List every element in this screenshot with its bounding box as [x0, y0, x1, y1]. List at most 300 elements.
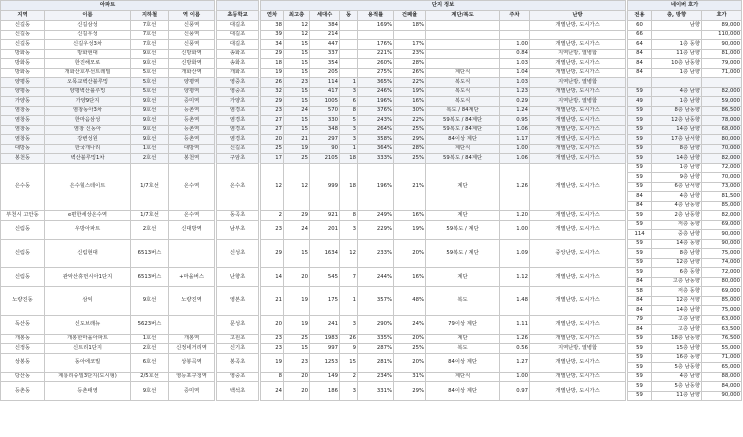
cell-age: 18 — [261, 59, 284, 69]
cell-far: 290% — [358, 315, 394, 334]
cell-parking: 1.04 — [500, 68, 530, 78]
table-row — [1, 116, 742, 126]
cell-far: 331% — [358, 382, 394, 401]
cell-station — [169, 315, 215, 334]
cell-buildings: 26 — [340, 334, 358, 344]
cell-floor-direction: 저층 동향 — [652, 220, 702, 230]
cell-households: 205 — [310, 68, 340, 78]
cell-floor-direction: 4층 남향 — [652, 87, 702, 97]
cell-heating: 개별난방, 도시가스 — [530, 59, 626, 69]
header-subway: 지하철 — [131, 11, 169, 21]
cell-school: 영본초 — [217, 287, 259, 316]
cell-bcr: 16% — [394, 211, 426, 221]
cell-area: 59 — [628, 116, 652, 126]
cell-bcr: 29% — [394, 135, 426, 145]
cell-subway: 9호선 — [131, 125, 169, 135]
cell-far: 281% — [358, 353, 394, 372]
cell-bcr: 16% — [394, 97, 426, 107]
cell-buildings: 3 — [340, 135, 358, 145]
cell-stair-hall: 복도식 — [426, 78, 500, 88]
cell-households: 214 — [310, 30, 340, 40]
cell-floor-direction: 18층 남동향 — [652, 334, 702, 344]
cell-region: 양평동 — [1, 78, 45, 88]
cell-price: 78,000 — [702, 116, 742, 126]
cell-station: 영등포구청역 — [169, 372, 215, 382]
cell-max-floor: 23 — [284, 353, 310, 372]
cell-heating: 개별난방, 도시가스 — [530, 40, 626, 50]
cell-buildings: 18 — [340, 154, 358, 164]
cell-floor-direction: 4층 남동향 — [652, 201, 702, 211]
cell-station: 온수역 — [169, 163, 215, 211]
cell-age: 26 — [261, 78, 284, 88]
cell-school: 남부초 — [217, 220, 259, 239]
cell-price: 70,000 — [702, 173, 742, 183]
cell-buildings: 18 — [340, 163, 358, 211]
table-row — [1, 334, 742, 344]
cell-heating: 개별난방, 도시가스 — [530, 268, 626, 287]
cell-age: 12 — [261, 163, 284, 211]
cell-households: 921 — [310, 211, 340, 221]
cell-name: 신도브래뉴 — [45, 315, 131, 334]
cell-name: 은수힐스테이트 — [45, 163, 131, 211]
cell-station: 상봉곡역 — [169, 353, 215, 372]
cell-bcr: 30% — [394, 106, 426, 116]
cell-price — [702, 78, 742, 88]
cell-floor-direction: 14층 동향 — [652, 239, 702, 249]
cell-bcr: 25% — [394, 125, 426, 135]
cell-school: 염경초 — [217, 135, 259, 145]
cell-name: 계룡리슈빌3단지(도시형) — [45, 372, 131, 382]
cell-parking: 1.06 — [500, 154, 530, 164]
cell-subway: 5호선 — [131, 78, 169, 88]
cell-name: 관악산휴먼시아1단지 — [45, 268, 131, 287]
cell-max-floor: 15 — [284, 97, 310, 107]
cell-name: 개봉한마을아파트 — [45, 334, 131, 344]
cell-heating: 개별난방, 도시가스 — [530, 87, 626, 97]
cell-floor-direction: 1층 남향 — [652, 97, 702, 107]
cell-price: 63,000 — [702, 315, 742, 325]
cell-heating: 지역난방, 열병합 — [530, 49, 626, 59]
cell-subway: 5호선 — [131, 87, 169, 97]
cell-area: 66 — [628, 30, 652, 40]
cell-floor-direction — [652, 30, 702, 40]
group-commute-empty — [217, 1, 259, 11]
cell-far: 243% — [358, 116, 394, 126]
cell-subway: 1/7호선 — [131, 211, 169, 221]
cell-households: 570 — [310, 106, 340, 116]
cell-subway: 9호선 — [131, 59, 169, 69]
cell-far: 249% — [358, 211, 394, 221]
cell-area: 59 — [628, 87, 652, 97]
cell-floor-direction: 5층 남동향 — [652, 363, 702, 373]
table-row — [1, 344, 742, 354]
cell-parking — [500, 30, 530, 40]
cell-subway: 2호선 — [131, 220, 169, 239]
cell-households: 354 — [310, 59, 340, 69]
cell-parking: 1.06 — [500, 125, 530, 135]
cell-parking: 1.03 — [500, 78, 530, 88]
cell-buildings: 1 — [340, 287, 358, 316]
cell-max-floor: 24 — [284, 220, 310, 239]
cell-parking: 1.09 — [500, 239, 530, 268]
table-row — [1, 30, 742, 40]
header-households: 세대수 — [310, 11, 340, 21]
table-row — [1, 49, 742, 59]
cell-bcr: 23% — [394, 49, 426, 59]
cell-far: 275% — [358, 68, 394, 78]
cell-stair-hall: 59복도 / 84계단 — [426, 125, 500, 135]
cell-stair-hall: 계단 — [426, 163, 500, 211]
cell-age: 23 — [261, 334, 284, 344]
cell-subway: 6513버스 — [131, 268, 169, 287]
cell-parking: 1.26 — [500, 334, 530, 344]
cell-bcr: 22% — [394, 78, 426, 88]
cell-far: 176% — [358, 40, 394, 50]
cell-stair-hall: 79이상 계단 — [426, 315, 500, 334]
table-row — [1, 87, 742, 97]
cell-age: 19 — [261, 68, 284, 78]
table-row — [1, 353, 742, 363]
cell-floor-direction: 11층 남향 — [652, 391, 702, 401]
cell-station: 개봉역 — [169, 334, 215, 344]
cell-subway: 7호선 — [131, 21, 169, 31]
cell-school: 온수초 — [217, 163, 259, 211]
cell-name: 삼익 — [45, 287, 131, 316]
cell-bcr: 28% — [394, 59, 426, 69]
table-row — [1, 106, 742, 116]
cell-area: 59 — [628, 391, 652, 401]
table-row — [1, 163, 742, 173]
cell-price: 90,000 — [702, 391, 742, 401]
table-row — [1, 40, 742, 50]
cell-stair-hall: 복도식 — [426, 97, 500, 107]
cell-max-floor: 15 — [284, 59, 310, 69]
cell-heating: 개별난방, 도시가스 — [530, 21, 626, 31]
cell-subway: 1/7호선 — [131, 163, 169, 211]
cell-bcr: 25% — [394, 344, 426, 354]
cell-region: 방화동 — [1, 49, 45, 59]
cell-parking: 0.56 — [500, 344, 530, 354]
cell-age: 24 — [261, 382, 284, 401]
cell-stair-hall: 59복도 / 84계단 — [426, 154, 500, 164]
cell-price: 90,000 — [702, 239, 742, 249]
cell-far: 196% — [358, 163, 394, 211]
cell-households: 384 — [310, 21, 340, 31]
cell-region: 신길동 — [1, 30, 45, 40]
cell-bcr: 24% — [394, 315, 426, 334]
cell-subway: 9호선 — [131, 135, 169, 145]
cell-area: 59 — [628, 163, 652, 173]
cell-subway: 6513버스 — [131, 239, 169, 268]
cell-station — [169, 239, 215, 268]
cell-bcr: 20% — [394, 353, 426, 372]
cell-subway: 5호선 — [131, 68, 169, 78]
cell-households: 149 — [310, 372, 340, 382]
cell-name: 신림현대 — [45, 239, 131, 268]
cell-name: 우방아파트 — [45, 220, 131, 239]
cell-age: 19 — [261, 353, 284, 372]
cell-max-floor: 15 — [284, 125, 310, 135]
cell-floor-direction: 8층 남향 — [652, 249, 702, 259]
cell-price: 86,500 — [702, 106, 742, 116]
cell-area: 59 — [628, 135, 652, 145]
cell-area: 64 — [628, 40, 652, 50]
cell-price: 82,000 — [702, 211, 742, 221]
cell-price: 55,000 — [702, 344, 742, 354]
cell-heating: 개별난방, 도시가스 — [530, 211, 626, 221]
cell-households: 175 — [310, 287, 340, 316]
cell-max-floor: 15 — [284, 344, 310, 354]
cell-price: 63,500 — [702, 325, 742, 335]
cell-area: 59 — [628, 182, 652, 192]
cell-stair-hall — [426, 49, 500, 59]
cell-station: 신방화역 — [169, 59, 215, 69]
cell-name: 신길삼성 — [45, 21, 131, 31]
cell-buildings — [340, 68, 358, 78]
header-floor-direction: 층, 방향 — [652, 11, 702, 21]
cell-bcr: 18% — [394, 21, 426, 31]
cell-households: 545 — [310, 268, 340, 287]
cell-households: 1983 — [310, 334, 340, 344]
table-row — [1, 268, 742, 278]
cell-floor-direction: 1층 남향 — [652, 68, 702, 78]
cell-heating: 개별난방, 도시가스 — [530, 315, 626, 334]
cell-stair-hall: 계단 — [426, 334, 500, 344]
cell-households: 2105 — [310, 154, 340, 164]
cell-area: 59 — [628, 353, 652, 363]
cell-school: 신성초 — [217, 239, 259, 268]
cell-area: 84 — [628, 192, 652, 202]
cell-floor-direction: 1층 남향 — [652, 163, 702, 173]
cell-age: 23 — [261, 344, 284, 354]
cell-school: 봉곡초 — [217, 353, 259, 372]
cell-area: 84 — [628, 277, 652, 287]
cell-floor-direction: 11층 남향 — [652, 49, 702, 59]
cell-stair-hall: 59복도 / 84계단 — [426, 116, 500, 126]
cell-floor-direction: 15층 남향 — [652, 344, 702, 354]
header-price: 호가 — [702, 11, 742, 21]
cell-bcr: 31% — [394, 372, 426, 382]
cell-name: 개화산호부선트레빌 — [45, 68, 131, 78]
cell-floor-direction: 14층 남향 — [652, 154, 702, 164]
cell-max-floor: 25 — [284, 154, 310, 164]
cell-price: 85,000 — [702, 296, 742, 306]
cell-max-floor: 25 — [284, 334, 310, 344]
cell-age: 29 — [261, 239, 284, 268]
cell-bcr: 26% — [394, 68, 426, 78]
cell-buildings: 3 — [340, 220, 358, 239]
cell-floor-direction: 8층 남동향 — [652, 106, 702, 116]
cell-floor-direction: 저층 동향 — [652, 287, 702, 297]
cell-school: 영중초 — [217, 372, 259, 382]
cell-floor-direction: 5층 남동향 — [652, 382, 702, 392]
cell-school: 난향초 — [217, 268, 259, 287]
cell-parking: 1.20 — [500, 211, 530, 221]
cell-price: 81,500 — [702, 192, 742, 202]
cell-age: 34 — [261, 40, 284, 50]
cell-name: e편한세상온수역 — [45, 211, 131, 221]
cell-price: 74,000 — [702, 258, 742, 268]
cell-far: 364% — [358, 144, 394, 154]
cell-price: 85,000 — [702, 201, 742, 211]
cell-name: 한국개나리 — [45, 144, 131, 154]
cell-age: 29 — [261, 49, 284, 59]
cell-price: 75,000 — [702, 306, 742, 316]
cell-age: 23 — [261, 106, 284, 116]
cell-bcr: 16% — [394, 268, 426, 287]
cell-age: 8 — [261, 372, 284, 382]
cell-households: 90 — [310, 144, 340, 154]
cell-bcr: 19% — [394, 87, 426, 97]
cell-stair-hall — [426, 21, 500, 31]
cell-area: 59 — [628, 372, 652, 382]
cell-parking: 1.24 — [500, 106, 530, 116]
cell-max-floor: 12 — [284, 21, 310, 31]
cell-price: 75,000 — [702, 249, 742, 259]
cell-parking: 1.00 — [500, 372, 530, 382]
cell-school: 가양초 — [217, 97, 259, 107]
cell-region: 신정동 — [1, 344, 45, 354]
cell-price: 65,000 — [702, 363, 742, 373]
cell-floor-direction — [652, 78, 702, 88]
cell-stair-hall: 59복도 / 계단 — [426, 220, 500, 239]
cell-heating: 개별난방, 도시가스 — [530, 106, 626, 116]
cell-station: 신대방역 — [169, 220, 215, 239]
cell-name: 염창 신동아 — [45, 125, 131, 135]
cell-school: 염경초 — [217, 116, 259, 126]
cell-heating: 개별난방, 도시가스 — [530, 382, 626, 401]
cell-max-floor: 19 — [284, 144, 310, 154]
cell-region: 봉천동 — [1, 154, 45, 164]
cell-station: 신풍역 — [169, 21, 215, 31]
cell-age: 21 — [261, 287, 284, 316]
cell-buildings: 3 — [340, 382, 358, 401]
cell-buildings: 8 — [340, 106, 358, 116]
cell-households: 337 — [310, 49, 340, 59]
cell-max-floor: 15 — [284, 49, 310, 59]
cell-stair-hall: 59복도 / 계단 — [426, 239, 500, 268]
cell-subway: 6호선 — [131, 353, 169, 372]
cell-area — [628, 78, 652, 88]
cell-parking: 1.00 — [500, 40, 530, 50]
cell-heating: 지역난방, 열병합 — [530, 97, 626, 107]
cell-station: 신정네거리역 — [169, 344, 215, 354]
cell-subway: 2호선 — [131, 344, 169, 354]
cell-parking: 0.84 — [500, 49, 530, 59]
cell-school: 송화초 — [217, 49, 259, 59]
cell-floor-direction: 고층 남향 — [652, 315, 702, 325]
cell-price: 89,000 — [702, 21, 742, 31]
cell-parking — [500, 21, 530, 31]
cell-age: 25 — [261, 144, 284, 154]
cell-max-floor: 20 — [284, 382, 310, 401]
table-row — [1, 239, 742, 249]
cell-floor-direction: 6층 남서향 — [652, 182, 702, 192]
cell-station: 봉천역 — [169, 154, 215, 164]
cell-subway: 5623버스 — [131, 315, 169, 334]
cell-bcr: 29% — [394, 382, 426, 401]
cell-price: 72,000 — [702, 268, 742, 278]
cell-subway: 9호선 — [131, 49, 169, 59]
cell-price: 69,000 — [702, 220, 742, 230]
cell-heating: 개별난방, 도시가스 — [530, 154, 626, 164]
cell-area: 59 — [628, 334, 652, 344]
cell-buildings: 6 — [340, 97, 358, 107]
cell-floor-direction: 12층 남향 — [652, 258, 702, 268]
cell-station: 노량진역 — [169, 287, 215, 316]
cell-buildings: 1 — [340, 78, 358, 88]
cell-buildings — [340, 21, 358, 31]
cell-households: 999 — [310, 163, 340, 211]
cell-far: 264% — [358, 125, 394, 135]
cell-subway: 7호선 — [131, 30, 169, 40]
cell-floor-direction: 16층 동향 — [652, 353, 702, 363]
cell-region: 상봉동 — [1, 353, 45, 372]
cell-school: 송화초 — [217, 59, 259, 69]
cell-station: 신풍역 — [169, 40, 215, 50]
cell-area: 49 — [628, 97, 652, 107]
cell-parking: 1.26 — [500, 163, 530, 211]
cell-name: 방화현대 — [45, 49, 131, 59]
cell-region: 노량진동 — [1, 287, 45, 316]
cell-price: 73,000 — [702, 182, 742, 192]
cell-heating: 개별난방, 도시가스 — [530, 116, 626, 126]
cell-region: 방화동 — [1, 68, 45, 78]
table-row — [1, 154, 742, 164]
cell-station: 개화산역 — [169, 68, 215, 78]
cell-area: 59 — [628, 173, 652, 183]
cell-subway: 7호선 — [131, 40, 169, 50]
cell-far: 169% — [358, 21, 394, 31]
cell-households: 241 — [310, 315, 340, 334]
cell-region: 당산동 — [1, 372, 45, 382]
cell-stair-hall: 계단식 — [426, 144, 500, 154]
cell-price: 72,000 — [702, 163, 742, 173]
header-far: 용적률 — [358, 11, 394, 21]
cell-stair-hall — [426, 59, 500, 69]
table-body — [1, 21, 742, 401]
cell-area: 59 — [628, 154, 652, 164]
cell-age: 39 — [261, 30, 284, 40]
cell-max-floor: 21 — [284, 135, 310, 145]
cell-price: 70,000 — [702, 144, 742, 154]
cell-far: 260% — [358, 59, 394, 69]
table-row — [1, 21, 742, 31]
cell-households: 447 — [310, 40, 340, 50]
cell-price: 81,000 — [702, 49, 742, 59]
cell-buildings: 7 — [340, 268, 358, 287]
cell-name: 벽산블루밍1차 — [45, 154, 131, 164]
cell-far: 229% — [358, 220, 394, 239]
cell-heating: 지역난방, 열병합 — [530, 344, 626, 354]
cell-max-floor: 15 — [284, 40, 310, 50]
cell-area: 58 — [628, 287, 652, 297]
header-school: 초등학교 — [217, 11, 259, 21]
cell-area: 84 — [628, 296, 652, 306]
cell-far: 234% — [358, 372, 394, 382]
cell-name: 가양9단지 — [45, 97, 131, 107]
cell-stair-hall: 복도 / 84계단 — [426, 106, 500, 116]
cell-price: 84,000 — [702, 382, 742, 392]
cell-area: 79 — [628, 315, 652, 325]
cell-heating: 개별난방, 도시가스 — [530, 144, 626, 154]
header-max-floor: 최고층 — [284, 11, 310, 21]
cell-subway: 9호선 — [131, 106, 169, 116]
cell-floor-direction: 1층 동향 — [652, 40, 702, 50]
cell-region: 신길동 — [1, 21, 45, 31]
table-row — [1, 68, 742, 78]
cell-age: 27 — [261, 116, 284, 126]
